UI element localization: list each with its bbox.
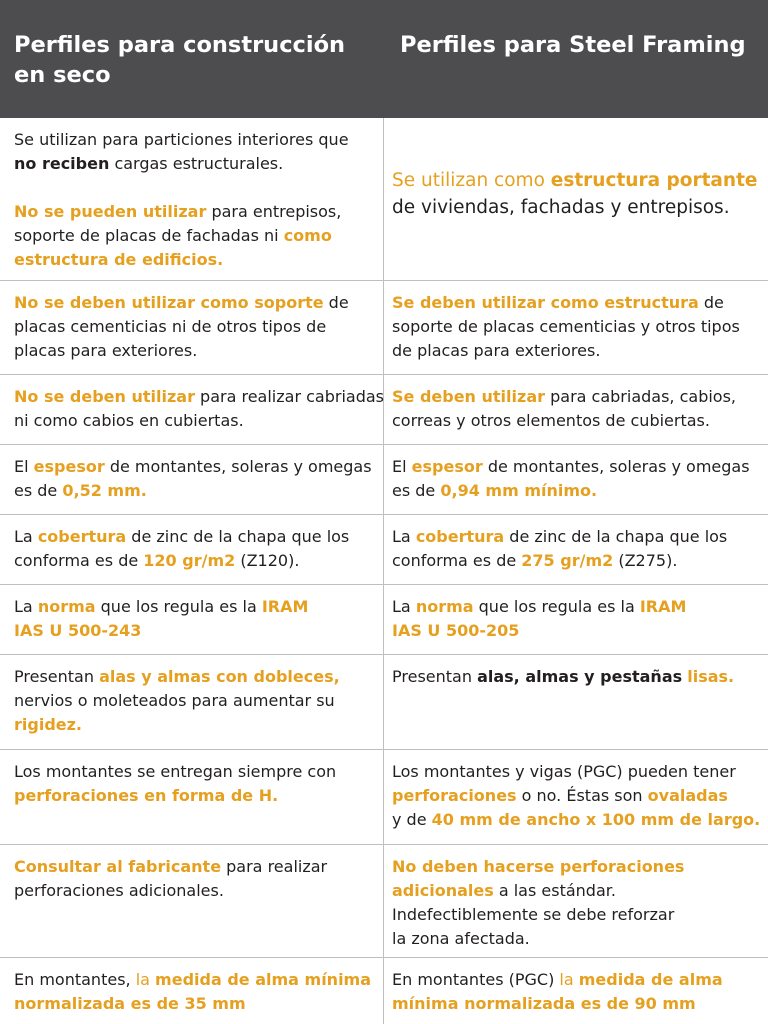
cell-right [392,845,762,957]
header-col1-line1: Perfiles para construcción [14,32,346,58]
text-line: correas y otros elementos de cubiertas. [392,411,710,430]
table-row [0,281,768,375]
cell-left [14,375,384,444]
table-row [0,515,768,585]
text-line: de placas para exteriores. [392,341,601,360]
text-line: placas cementicias ni de otros tipos de [14,317,327,336]
text-line: y de 40 mm de ancho x 100 mm de largo. [392,810,761,829]
text-line: Los montantes y vigas (PGC) pueden tener [392,762,736,781]
cell-left [14,585,379,654]
cell-left [14,445,379,514]
cell-left [14,958,379,1024]
text-line: perforaciones en forma de H. [14,786,279,805]
text-line: No se deben utilizar para realizar cabriadas [14,387,384,406]
text-line: no reciben cargas estructurales. [14,154,284,173]
cell-left [14,655,379,749]
text-line: Consultar al fabricante para realizar [14,857,328,876]
text-line: placas para exteriores. [14,341,198,360]
header-col-steel-framing: Perfiles para Steel Framing [400,32,746,58]
text-line: Presentan alas y almas con dobleces, [14,667,340,686]
text-line: perforaciones adicionales. [14,881,224,900]
text-line: Se deben utilizar como estructura de [392,293,724,312]
cell-right [392,750,762,844]
text-line: nervios o moleteados para aumentar su [14,691,335,710]
text-line: IAS U 500-243 [14,621,142,640]
cell-right [392,445,762,514]
text-line: No se pueden utilizar para entrepisos, [14,202,342,221]
table-row [0,118,768,281]
text-line: soporte de placas cementicias y otros tipos [392,317,740,336]
text-line: Los montantes se entregan siempre con [14,762,337,781]
text-line: ni como cabios en cubiertas. [14,411,244,430]
table-row [0,655,768,750]
cell-left [14,118,379,280]
text-line: conforma es de 120 gr/m2 (Z120). [14,551,300,570]
text-line: La cobertura de zinc de la chapa que los [392,527,728,546]
text-line: IAS U 500-205 [392,621,520,640]
table-row [0,445,768,515]
table-row [0,958,768,1024]
text-line: Se deben utilizar para cabriadas, cabios, [392,387,736,406]
text-line: En montantes (PGC) la medida de alma [392,970,723,989]
table-row [0,750,768,845]
text-line: mínima normalizada es de 90 mm [392,994,696,1013]
cell-right [392,958,762,1024]
cell-right [392,585,762,654]
text-line: normalizada es de 35 mm [14,994,246,1013]
table-row [0,845,768,958]
text-line: Se utilizan para particiones interiores que [14,130,349,149]
cell-left [14,750,379,844]
text-line: No deben hacerse perforaciones [392,857,685,876]
text-line: de viviendas, fachadas y entrepisos. [392,197,730,218]
text-line: la zona afectada. [392,929,530,948]
cell-right [392,515,762,584]
table-row [0,585,768,655]
cell-right [392,655,762,749]
text-line: Se utilizan como estructura portante [392,170,758,191]
text-line: perforaciones o no. Éstas son ovaladas [392,786,728,805]
text-line: El espesor de montantes, soleras y omegas [392,457,750,476]
table-row [0,375,768,445]
cell-left [14,845,379,957]
text-line: Indefectiblemente se debe reforzar [392,905,675,924]
text-line: soporte de placas de fachadas ni como [14,226,332,245]
text-line: La norma que los regula es la IRAM [392,597,687,616]
text-line: es de 0,94 mm mínimo. [392,481,598,500]
text-line: En montantes, la medida de alma mínima [14,970,372,989]
text-line: No se deben utilizar como soporte de [14,293,349,312]
text-line: La cobertura de zinc de la chapa que los [14,527,350,546]
table-header [0,0,768,118]
text-line: Presentan alas, almas y pestañas lisas. [392,667,735,686]
text-line: rigidez. [14,715,83,734]
text-line: es de 0,52 mm. [14,481,147,500]
header-col1-line2: en seco [14,62,111,88]
cell-right [392,281,762,374]
cell-left [14,515,379,584]
text-line: La norma que los regula es la IRAM [14,597,309,616]
header-col-construccion-en-seco [14,30,374,90]
cell-right [392,375,762,444]
text-line: conforma es de 275 gr/m2 (Z275). [392,551,678,570]
cell-right [392,118,762,280]
cell-left [14,281,379,374]
text-line: adicionales a las estándar. [392,881,616,900]
text-line: El espesor de montantes, soleras y omegas [14,457,372,476]
text-line: estructura de edificios. [14,250,224,269]
